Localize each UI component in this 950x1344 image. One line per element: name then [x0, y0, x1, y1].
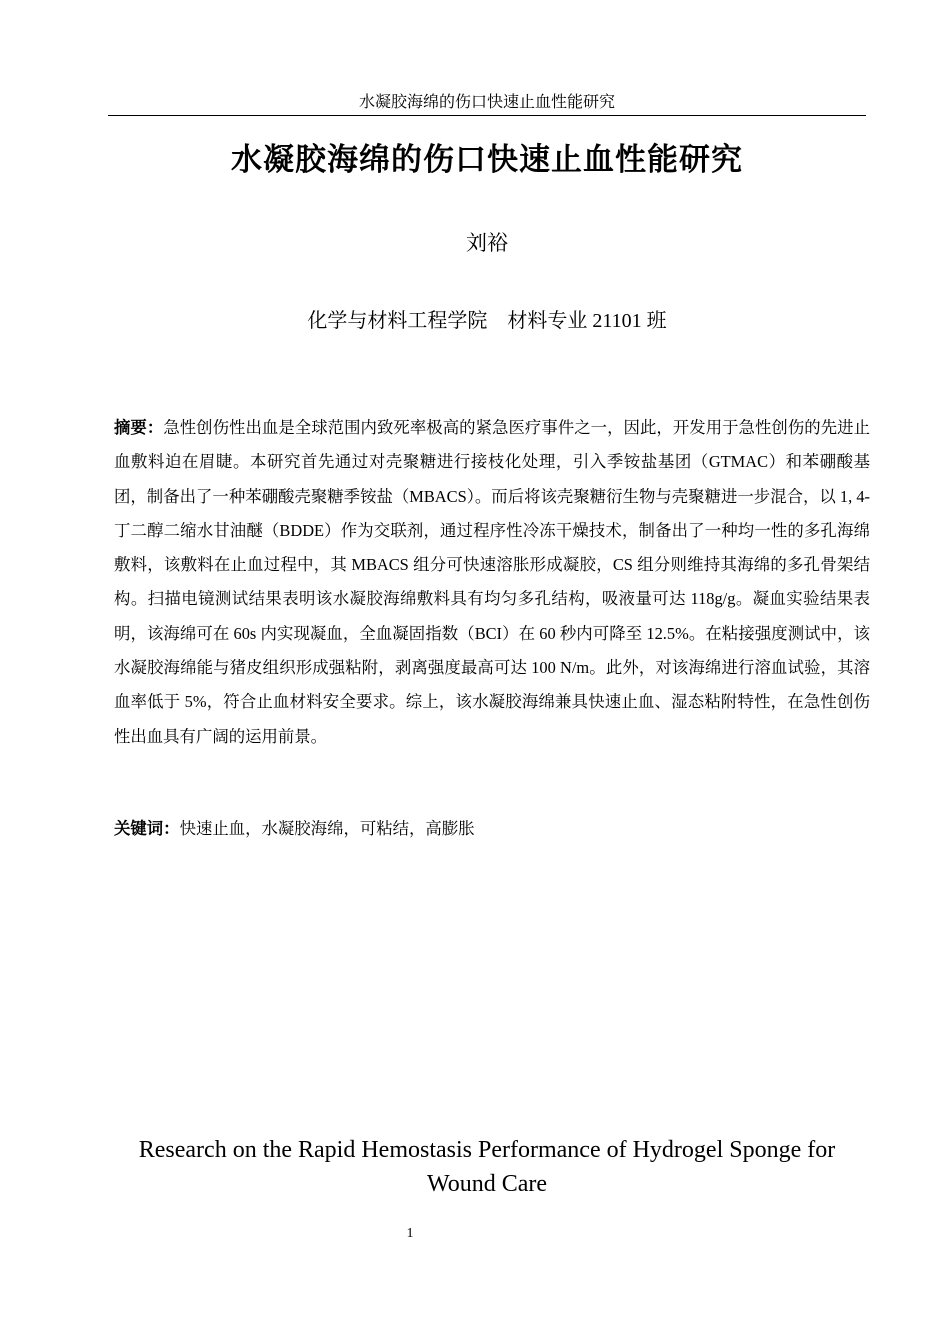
running-header: 水凝胶海绵的伤口快速止血性能研究: [358, 94, 615, 111]
abstract-text: 急性创伤性出血是全球范围内致死率极高的紧急医疗事件之一，因此，开发用于急性创伤的先进止血敷料迫在眉睫。本研究首先通过对壳聚糖进行接枝化处理，引入季铵盐基团（GTMAC）和苯硼酸基团，制备出了一种苯硼酸壳聚糖季铵盐（MBACS）。而后将该壳聚糖衍生物与壳聚糖进一步混合，以 1, 4-丁二醇二缩水甘油醚（BDDE）作为交联剂，通过程序性冷冻干燥技术，制备出了一种均一性的多孔海绵敷料，该敷料在止血过程中，其 MBACS 组分可快速溶胀形成凝胶，CS 组分则维持其海绵的多孔骨架结构。扫描电镜测试结果表明该水凝胶海绵敷料具有均匀多孔结构，吸液量可达 118g/g。凝血实验结果表明，该海绵可在 60s 内实现凝血，全血凝固指数（BCI）在 60 秒内可降至 12.5%。在粘接强度测试中，该水凝胶海绵能与猪皮组织形成强粘附，剥离强度最高可达 100 N/m。此外，对该海绵进行溶血试验，其溶血率低于 5%，符合止血材料安全要求。综上，该水凝胶海绵兼具快速止血、湿态粘附特性，在急性创伤性出血具有广阔的运用前景。: [114, 418, 871, 746]
keywords-text: 快速止血，水凝胶海绵，可粘结，高膨胀: [179, 819, 475, 838]
header-rule: [108, 115, 866, 116]
page-number: 1: [406, 1226, 414, 1241]
english-title: Research on the Rapid Hemostasis Performance of Hydrogel Sponge for Wound Care: [138, 1137, 836, 1197]
author-name: 刘裕: [466, 231, 508, 255]
keywords-label: 关键词：: [114, 819, 180, 838]
keywords: [114, 814, 870, 844]
abstract-label: 摘要：: [114, 418, 164, 437]
paper-title: 水凝胶海绵的伤口快速止血性能研究: [231, 142, 743, 178]
abstract: [114, 411, 870, 754]
affiliation: 化学与材料工程学院 材料专业 21101 班: [307, 310, 667, 332]
